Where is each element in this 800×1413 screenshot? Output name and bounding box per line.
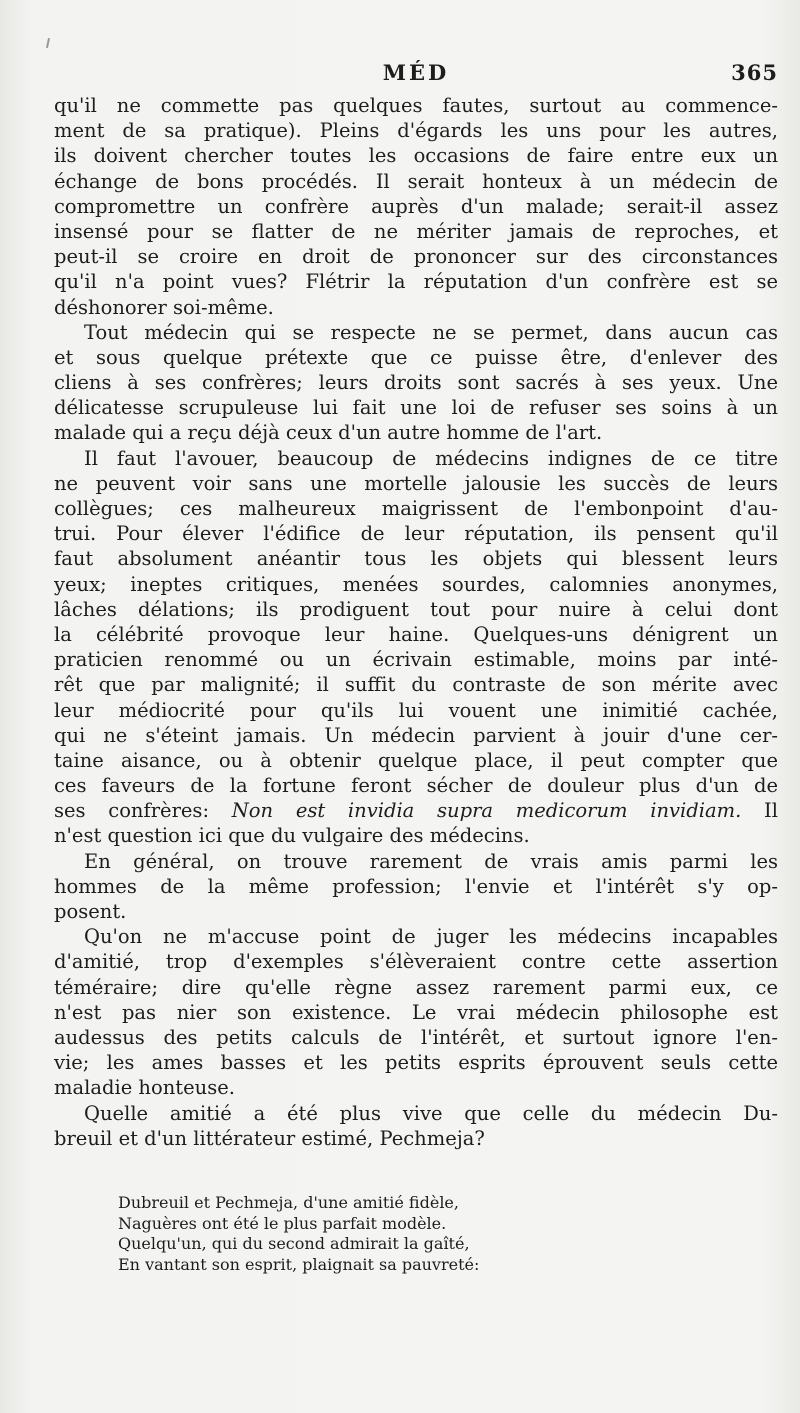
text-line: d'amitié, trop d'exemples s'élèveraient contre cette assertion	[54, 950, 778, 974]
text-line: n'est question ici que du vulgaire des médecins.	[54, 824, 530, 848]
text-fragment: ses confrères:	[54, 799, 232, 823]
text-line: Tout médecin qui se respecte ne se permet, dans aucun cas	[84, 320, 778, 344]
text-line: qu'il ne commette pas quelques fautes, surtout au commence-	[54, 94, 778, 117]
paragraph-1	[54, 93, 778, 320]
text-line: ne peuvent voir sans une mortelle jalousie les succès de leurs	[54, 471, 778, 495]
text-line: hommes de la même profession; l'envie et l'intérêt s'y op-	[54, 874, 778, 898]
text-line: peut-il se croire en droit de prononcer sur des circonstances	[54, 245, 778, 269]
text-fragment: Il	[741, 799, 778, 823]
page-number: 365	[731, 60, 778, 85]
text-line: échange de bons procédés. Il serait honteux à un médecin de	[54, 169, 778, 193]
verse-line: Dubreuil et Pechmeja, d'une amitié fidèle,	[118, 1193, 459, 1212]
text-line: Quelle amitié a été plus vive que celle du médecin Du-	[84, 1101, 778, 1125]
text-line: collègues; ces malheureux maigrissent de l'embonpoint d'au-	[54, 497, 778, 520]
text-line: compromettre un confrère auprès d'un malade; serait-il assez	[54, 194, 778, 218]
text-line: praticien renommé ou un écrivain estimable, moins par inté-	[54, 648, 778, 672]
latin-quotation: Non est invidia supra medicorum invidiam.	[231, 799, 742, 823]
text-line: yeux; ineptes critiques, menées sourdes, calomnies anonymes,	[54, 572, 778, 596]
text-line: vie; les ames basses et les petits esprits éprouvent seuls cette	[54, 1051, 778, 1075]
verse-line: En vantant son esprit, plaignait sa pauvreté:	[118, 1254, 480, 1274]
text-line: audessus des petits calculs de l'intérêt, et surtout ignore l'en-	[54, 1025, 778, 1049]
text-line: insensé pour se flatter de ne mériter jamais de reproches, et	[54, 219, 778, 243]
text-line-with-latin-quote	[54, 798, 778, 823]
text-line: faut absolument anéantir tous les objets qui blessent leurs	[54, 547, 778, 571]
paragraph-4	[54, 849, 778, 925]
text-line: trui. Pour élever l'édifice de leur réputation, ils pensent qu'il	[54, 522, 778, 546]
text-line: breuil et d'un littérateur estimé, Pechmeja?	[54, 1126, 485, 1150]
text-line: ment de sa pratique). Pleins d'égards les uns pour les autres,	[54, 119, 778, 143]
text-line: lâches délations; ils prodiguent tout pour nuire à celui dont	[54, 597, 778, 621]
text-line: et sous quelque prétexte que ce puisse être, d'enlever des	[54, 345, 778, 369]
paragraph-6	[54, 1101, 778, 1151]
running-head: MÉD	[382, 60, 450, 85]
paragraph-5	[54, 924, 778, 1100]
verse-quotation	[118, 1193, 678, 1275]
verse-line: Quelqu'un, qui du second admirait la gaîté,	[118, 1234, 470, 1253]
text-line: cliens à ses confrères; leurs droits sont sacrés à ses yeux. Une	[54, 371, 778, 395]
text-line: la célébrité provoque leur haine. Quelques-uns dénigrent un	[54, 622, 778, 646]
text-line: qui ne s'éteint jamais. Un médecin parvient à jouir d'une cer-	[54, 723, 778, 747]
text-line: délicatesse scrupuleuse lui fait une loi de refuser ses soins à un	[54, 396, 778, 420]
text-line: Il faut l'avouer, beaucoup de médecins indignes de ce titre	[84, 446, 778, 470]
verse-line: Naguères ont été le plus parfait modèle.	[118, 1213, 447, 1233]
margin-mark	[46, 38, 50, 48]
page-header	[54, 60, 778, 90]
text-line: maladie honteuse.	[54, 1076, 235, 1100]
body-text	[54, 93, 778, 1151]
text-line: En général, on trouve rarement de vrais amis parmi les	[84, 849, 778, 873]
text-line: qu'il n'a point vues? Flétrir la réputation d'un confrère est se	[54, 270, 778, 294]
paragraph-3	[54, 446, 778, 849]
text-line: rêt que par malignité; il suffit du contraste de son mérite avec	[54, 673, 778, 697]
text-line: ces faveurs de la fortune feront sécher de douleur plus d'un de	[54, 774, 778, 798]
text-line: n'est pas nier son existence. Le vrai médecin philosophe est	[54, 1000, 778, 1024]
text-line: ils doivent chercher toutes les occasions de faire entre eux un	[54, 144, 778, 168]
text-line: posent.	[54, 900, 127, 923]
text-line: déshonorer soi-même.	[54, 295, 274, 319]
text-line: téméraire; dire qu'elle règne assez rarement parmi eux, ce	[54, 975, 778, 999]
text-line: malade qui a reçu déjà ceux d'un autre homme de l'art.	[54, 421, 603, 445]
text-line: Qu'on ne m'accuse point de juger les médecins incapables	[84, 925, 778, 949]
paragraph-2	[54, 320, 778, 446]
text-line: taine aisance, ou à obtenir quelque place, il peut compter que	[54, 748, 778, 772]
text-line: leur médiocrité pour qu'ils lui vouent une inimitié cachée,	[54, 698, 778, 722]
